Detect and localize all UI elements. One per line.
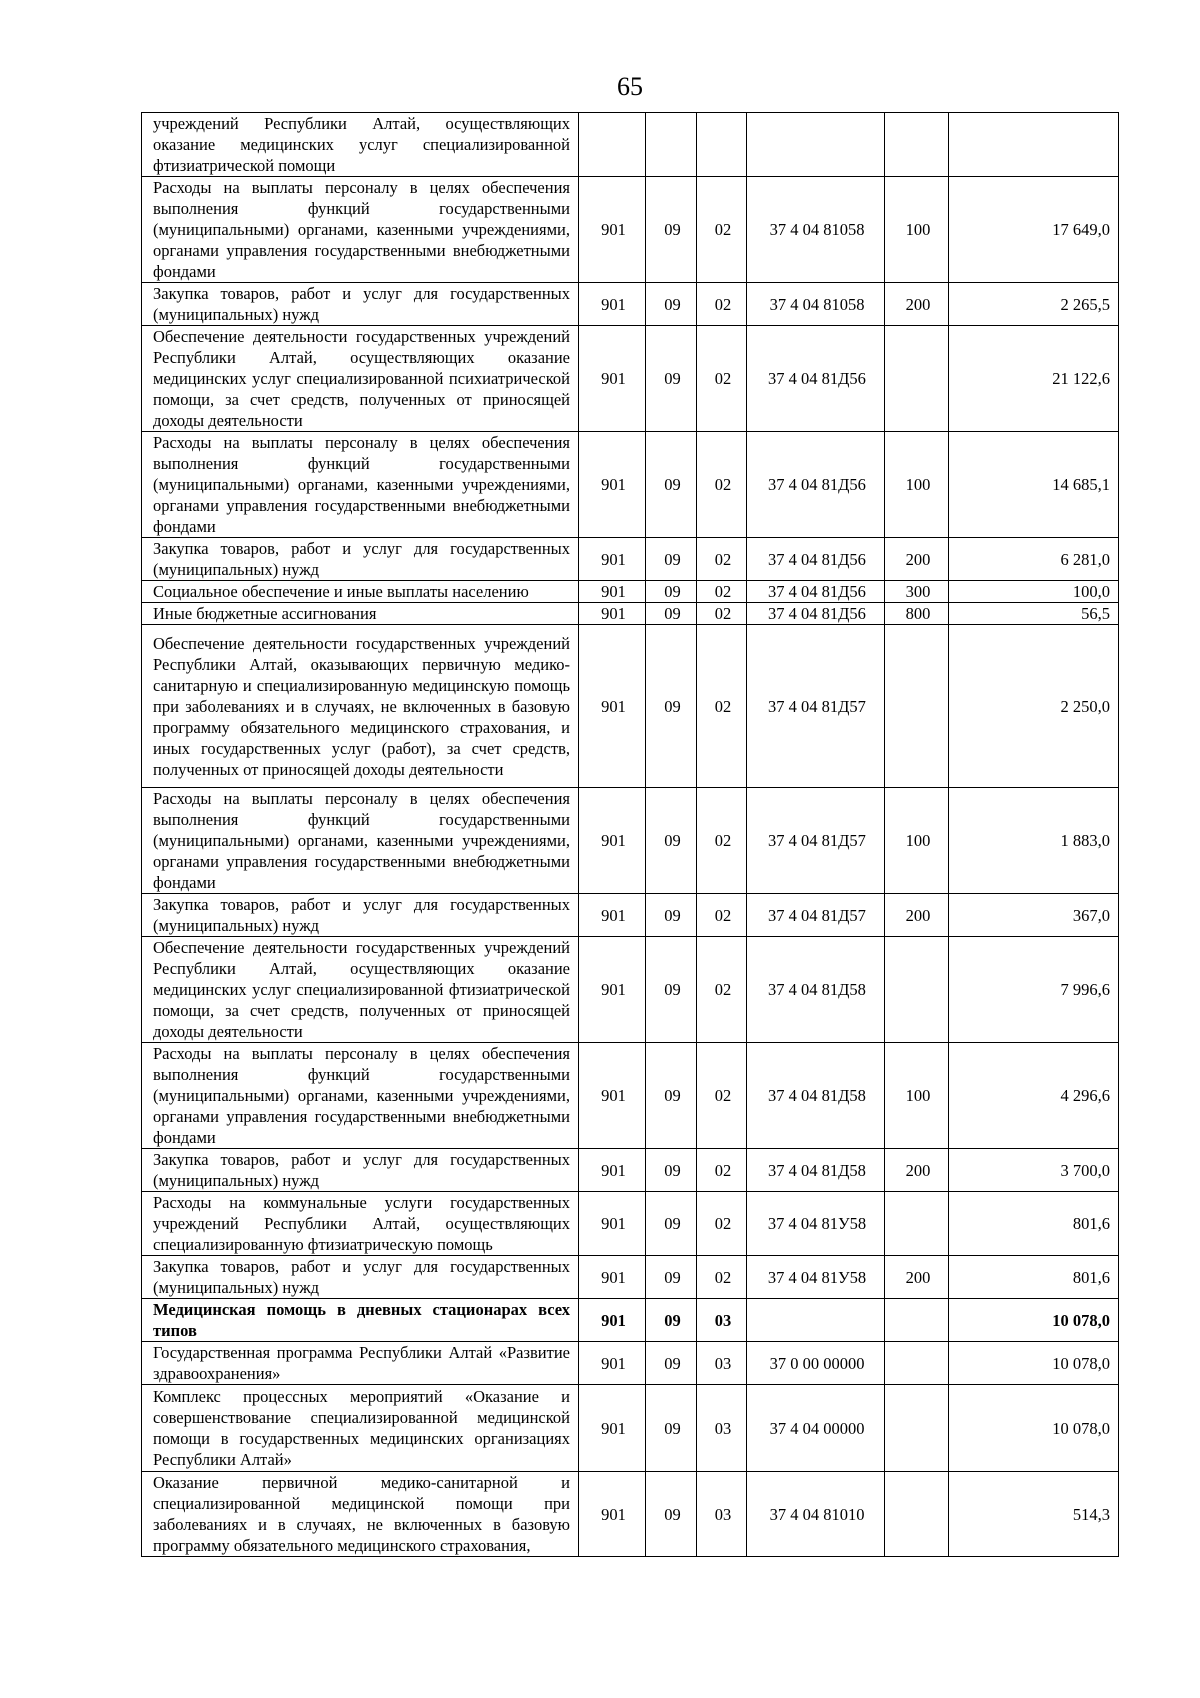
cell-admin-code: 901 [579, 1149, 646, 1192]
cell-target-article [747, 113, 885, 177]
cell-section: 09 [646, 1472, 697, 1557]
cell-target-article: 37 4 04 81Д56 [747, 432, 885, 538]
row-description: Обеспечение деятельности государственных учреждений Республики Алтай, осуществляющих оказание медицинских услуг специализированной психиатрической помощи, за счет средств, полученных от приносящей доходы деятельности [142, 326, 579, 432]
cell-target-article: 37 4 04 81010 [747, 1472, 885, 1557]
cell-expense-type: 200 [885, 538, 949, 581]
cell-target-article: 37 4 04 81Д56 [747, 326, 885, 432]
cell-amount: 21 122,6 [949, 326, 1119, 432]
cell-target-article: 37 4 04 81058 [747, 177, 885, 283]
table-row [142, 1385, 1119, 1472]
row-description: Иные бюджетные ассигнования [142, 603, 579, 625]
row-description: Расходы на коммунальные услуги государственных учреждений Республики Алтай, осуществляющих специализированную фтизиатрическую помощь [142, 1192, 579, 1256]
cell-subsection: 02 [697, 894, 747, 937]
cell-expense-type: 200 [885, 1149, 949, 1192]
cell-admin-code: 901 [579, 326, 646, 432]
cell-target-article: 37 4 04 00000 [747, 1385, 885, 1472]
cell-expense-type [885, 326, 949, 432]
row-description: Расходы на выплаты персоналу в целях обеспечения выполнения функций государственными (муниципальными) органами, казенными учреждениями, органами управления государственными внебюджетными фондами [142, 432, 579, 538]
cell-section [646, 113, 697, 177]
cell-subsection: 02 [697, 581, 747, 603]
cell-subsection: 03 [697, 1385, 747, 1472]
cell-section: 09 [646, 1342, 697, 1385]
cell-expense-type: 200 [885, 283, 949, 326]
cell-admin-code: 901 [579, 788, 646, 894]
row-description: Обеспечение деятельности государственных учреждений Республики Алтай, осуществляющих оказание медицинских услуг специализированной фтизиатрической помощи, за счет средств, полученных от приносящей доходы деятельности [142, 937, 579, 1043]
cell-amount: 10 078,0 [949, 1385, 1119, 1472]
table-row [142, 1472, 1119, 1557]
row-description: Оказание первичной медико-санитарной и специализированной медицинской помощи при заболеваниях и в случаях, не включенных в базовую программу обязательного медицинского страхования, [142, 1472, 579, 1557]
cell-expense-type: 100 [885, 432, 949, 538]
cell-admin-code: 901 [579, 1342, 646, 1385]
cell-subsection: 02 [697, 538, 747, 581]
cell-amount: 4 296,6 [949, 1043, 1119, 1149]
cell-target-article: 37 4 04 81058 [747, 283, 885, 326]
budget-table [141, 112, 1119, 1557]
cell-expense-type: 300 [885, 581, 949, 603]
row-description: учреждений Республики Алтай, осуществляющих оказание медицинских услуг специализированной фтизиатрической помощи [142, 113, 579, 177]
cell-admin-code: 901 [579, 1385, 646, 1472]
cell-amount: 1 883,0 [949, 788, 1119, 894]
cell-admin-code: 901 [579, 432, 646, 538]
table-row [142, 1149, 1119, 1192]
row-description: Закупка товаров, работ и услуг для государственных (муниципальных) нужд [142, 894, 579, 937]
row-description: Закупка товаров, работ и услуг для государственных (муниципальных) нужд [142, 283, 579, 326]
cell-amount: 3 700,0 [949, 1149, 1119, 1192]
cell-section: 09 [646, 432, 697, 538]
cell-subsection: 02 [697, 177, 747, 283]
cell-amount: 6 281,0 [949, 538, 1119, 581]
cell-subsection: 02 [697, 937, 747, 1043]
cell-expense-type: 200 [885, 894, 949, 937]
row-description: Медицинская помощь в дневных стационарах всех типов [142, 1299, 579, 1342]
cell-subsection: 02 [697, 603, 747, 625]
cell-subsection: 02 [697, 432, 747, 538]
table-row [142, 1299, 1119, 1342]
cell-section: 09 [646, 1256, 697, 1299]
cell-target-article: 37 4 04 81Д58 [747, 1149, 885, 1192]
cell-expense-type [885, 1342, 949, 1385]
cell-target-article: 37 4 04 81Д57 [747, 894, 885, 937]
cell-section: 09 [646, 538, 697, 581]
table-row [142, 326, 1119, 432]
cell-subsection: 03 [697, 1342, 747, 1385]
cell-section: 09 [646, 326, 697, 432]
cell-subsection: 02 [697, 1043, 747, 1149]
cell-subsection: 02 [697, 1149, 747, 1192]
table-row [142, 283, 1119, 326]
cell-amount: 17 649,0 [949, 177, 1119, 283]
table-row [142, 581, 1119, 603]
row-description: Расходы на выплаты персоналу в целях обеспечения выполнения функций государственными (муниципальными) органами, казенными учреждениями, органами управления государственными внебюджетными фондами [142, 177, 579, 283]
cell-amount: 2 265,5 [949, 283, 1119, 326]
cell-section: 09 [646, 937, 697, 1043]
cell-target-article: 37 4 04 81У58 [747, 1192, 885, 1256]
cell-target-article: 37 4 04 81Д58 [747, 1043, 885, 1149]
cell-target-article: 37 4 04 81Д56 [747, 581, 885, 603]
cell-target-article: 37 4 04 81Д57 [747, 625, 885, 788]
cell-admin-code: 901 [579, 894, 646, 937]
cell-section: 09 [646, 581, 697, 603]
row-description: Обеспечение деятельности государственных учреждений Республики Алтай, оказывающих первичную медико-санитарную и специализированную медицинскую помощь при заболеваниях и в случаях, не включенных в базовую программу обязательного медицинского страхования, и иных государственных услуг (работ), за счет средств, полученных от приносящей доходы деятельности [142, 625, 579, 788]
cell-target-article: 37 4 04 81Д56 [747, 603, 885, 625]
cell-expense-type [885, 1385, 949, 1472]
budget-table-body [142, 113, 1119, 1557]
cell-section: 09 [646, 625, 697, 788]
row-description: Расходы на выплаты персоналу в целях обеспечения выполнения функций государственными (муниципальными) органами, казенными учреждениями, органами управления государственными внебюджетными фондами [142, 1043, 579, 1149]
cell-admin-code: 901 [579, 1256, 646, 1299]
cell-section: 09 [646, 283, 697, 326]
table-row [142, 538, 1119, 581]
cell-section: 09 [646, 1043, 697, 1149]
cell-target-article: 37 4 04 81Д58 [747, 937, 885, 1043]
cell-expense-type [885, 1192, 949, 1256]
table-row [142, 1256, 1119, 1299]
cell-amount: 367,0 [949, 894, 1119, 937]
table-row [142, 1192, 1119, 1256]
cell-target-article [747, 1299, 885, 1342]
cell-admin-code: 901 [579, 625, 646, 788]
cell-amount: 801,6 [949, 1192, 1119, 1256]
cell-expense-type: 800 [885, 603, 949, 625]
cell-target-article: 37 0 00 00000 [747, 1342, 885, 1385]
cell-amount: 56,5 [949, 603, 1119, 625]
cell-admin-code: 901 [579, 1472, 646, 1557]
cell-subsection: 02 [697, 625, 747, 788]
cell-section: 09 [646, 1149, 697, 1192]
cell-admin-code [579, 113, 646, 177]
table-row [142, 177, 1119, 283]
cell-subsection: 02 [697, 283, 747, 326]
cell-expense-type [885, 1299, 949, 1342]
cell-subsection [697, 113, 747, 177]
row-description: Государственная программа Республики Алтай «Развитие здравоохранения» [142, 1342, 579, 1385]
table-row [142, 113, 1119, 177]
table-row [142, 894, 1119, 937]
cell-amount: 10 078,0 [949, 1299, 1119, 1342]
cell-target-article: 37 4 04 81Д56 [747, 538, 885, 581]
cell-amount: 14 685,1 [949, 432, 1119, 538]
table-row [142, 1043, 1119, 1149]
cell-admin-code: 901 [579, 1299, 646, 1342]
cell-expense-type [885, 113, 949, 177]
cell-subsection: 02 [697, 788, 747, 894]
cell-subsection: 03 [697, 1472, 747, 1557]
cell-target-article: 37 4 04 81Д57 [747, 788, 885, 894]
table-row [142, 1342, 1119, 1385]
cell-admin-code: 901 [579, 538, 646, 581]
cell-subsection: 02 [697, 1256, 747, 1299]
cell-amount: 100,0 [949, 581, 1119, 603]
cell-section: 09 [646, 788, 697, 894]
row-description: Закупка товаров, работ и услуг для государственных (муниципальных) нужд [142, 1256, 579, 1299]
cell-admin-code: 901 [579, 283, 646, 326]
cell-admin-code: 901 [579, 581, 646, 603]
cell-amount: 10 078,0 [949, 1342, 1119, 1385]
table-row [142, 432, 1119, 538]
cell-admin-code: 901 [579, 1192, 646, 1256]
cell-amount: 7 996,6 [949, 937, 1119, 1043]
cell-section: 09 [646, 1385, 697, 1472]
cell-expense-type: 100 [885, 1043, 949, 1149]
row-description: Закупка товаров, работ и услуг для государственных (муниципальных) нужд [142, 1149, 579, 1192]
page-number: 65 [617, 72, 643, 101]
table-row [142, 937, 1119, 1043]
table-row [142, 625, 1119, 788]
cell-expense-type: 200 [885, 1256, 949, 1299]
cell-amount: 801,6 [949, 1256, 1119, 1299]
cell-section: 09 [646, 894, 697, 937]
cell-expense-type: 100 [885, 177, 949, 283]
cell-expense-type [885, 937, 949, 1043]
table-row [142, 603, 1119, 625]
cell-admin-code: 901 [579, 937, 646, 1043]
cell-admin-code: 901 [579, 177, 646, 283]
cell-section: 09 [646, 1299, 697, 1342]
cell-target-article: 37 4 04 81У58 [747, 1256, 885, 1299]
cell-expense-type: 100 [885, 788, 949, 894]
table-row [142, 788, 1119, 894]
cell-section: 09 [646, 1192, 697, 1256]
cell-section: 09 [646, 177, 697, 283]
cell-subsection: 03 [697, 1299, 747, 1342]
cell-expense-type [885, 1472, 949, 1557]
cell-amount [949, 113, 1119, 177]
row-description: Закупка товаров, работ и услуг для государственных (муниципальных) нужд [142, 538, 579, 581]
row-description: Социальное обеспечение и иные выплаты населению [142, 581, 579, 603]
cell-subsection: 02 [697, 326, 747, 432]
cell-admin-code: 901 [579, 603, 646, 625]
cell-section: 09 [646, 603, 697, 625]
cell-expense-type [885, 625, 949, 788]
cell-amount: 2 250,0 [949, 625, 1119, 788]
cell-amount: 514,3 [949, 1472, 1119, 1557]
cell-subsection: 02 [697, 1192, 747, 1256]
row-description: Комплекс процессных мероприятий «Оказание и совершенствование специализированной медицинской помощи в государственных медицинских организациях Республики Алтай» [142, 1385, 579, 1472]
row-description: Расходы на выплаты персоналу в целях обеспечения выполнения функций государственными (муниципальными) органами, казенными учреждениями, органами управления государственными внебюджетными фондами [142, 788, 579, 894]
cell-admin-code: 901 [579, 1043, 646, 1149]
